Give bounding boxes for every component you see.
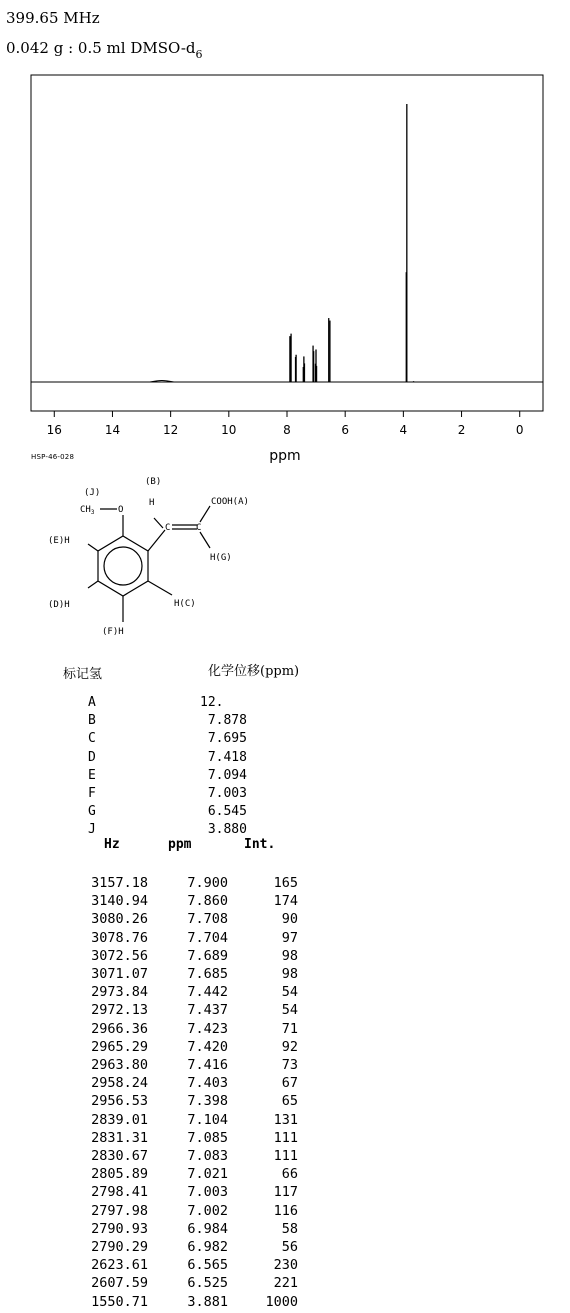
bond-c-cooh: [200, 506, 210, 522]
peak-intensity: 230: [273, 1257, 298, 1274]
peak-intensity: 1000: [265, 1293, 298, 1310]
label-b: (B): [145, 477, 162, 487]
peak-row: [86, 983, 298, 1001]
label-c: H(C): [174, 599, 196, 609]
peak-intensity: 73: [281, 1057, 298, 1074]
peak-ppm: 7.689: [187, 947, 228, 964]
peak-row: [86, 947, 298, 965]
peak-hz: 3072.56: [91, 947, 148, 964]
assignment-label-header: 标记氢: [63, 667, 103, 682]
peak-intensity: 54: [281, 984, 298, 1001]
peak-row: [86, 1111, 298, 1129]
peak-ppm: 7.437: [187, 1002, 228, 1019]
bond-c-hg: [200, 532, 210, 548]
assignment-shift: 6.545: [200, 804, 247, 820]
peak-ppm: 7.860: [187, 893, 228, 910]
peak-table: [86, 874, 298, 1311]
assignment-label: J: [88, 822, 96, 838]
int-header: Int.: [244, 837, 276, 852]
assignment-row: [88, 803, 247, 821]
aromatic-circle: [104, 547, 142, 585]
x-tick-label: 14: [104, 423, 121, 437]
peak-row: [86, 1202, 298, 1220]
peak-hz: 3157.18: [91, 875, 148, 891]
peak-row: [86, 910, 298, 928]
label-ch3: [80, 505, 95, 516]
peak-ppm: 7.403: [187, 1075, 228, 1092]
assignment-label: E: [88, 767, 96, 783]
assignment-row: [88, 694, 247, 712]
hz-header: Hz: [104, 837, 120, 852]
bond-ring-vinyl: [148, 530, 165, 551]
peak-hz: 2798.41: [91, 1184, 148, 1201]
peak-hz: 2966.36: [91, 1020, 148, 1037]
peak-hz: 2963.80: [91, 1057, 148, 1074]
peak-intensity: 116: [273, 1202, 298, 1219]
peak-row: [86, 1165, 298, 1183]
label-j: (J): [84, 488, 101, 498]
peak-intensity: 97: [281, 929, 298, 946]
peak-intensity: 65: [281, 1093, 298, 1110]
peak-hz: 2790.93: [91, 1220, 148, 1237]
peak-row: [86, 892, 298, 910]
assignment-shift: 7.878: [200, 713, 247, 729]
peak-table-header: [104, 837, 275, 852]
peak-ppm: 7.085: [187, 1129, 228, 1146]
peak-hz: 3140.94: [91, 893, 148, 910]
assignment-label: A: [88, 695, 96, 710]
peak-intensity: 58: [281, 1220, 298, 1237]
peak-intensity: 71: [281, 1020, 298, 1037]
peak-intensity: 117: [273, 1184, 298, 1201]
benzene-ring: [98, 536, 148, 596]
peak-hz: 3078.76: [91, 929, 148, 946]
peak-row: [86, 929, 298, 947]
label-oxygen: O: [118, 505, 124, 515]
assignment-shift-header: 化学位移(ppm): [208, 664, 300, 679]
label-d: (D)H: [48, 600, 70, 610]
label-e: (E)H: [48, 536, 70, 546]
x-tick-label: 6: [341, 423, 350, 437]
peak-intensity: 54: [281, 1002, 298, 1019]
peak-hz: 2839.01: [91, 1111, 148, 1128]
assignment-shift: 7.418: [200, 749, 247, 765]
x-tick-label: 10: [221, 423, 237, 437]
peak-hz: 2956.53: [91, 1093, 148, 1110]
peak-hz: 2790.29: [91, 1239, 148, 1256]
x-tick-label: 12: [162, 423, 179, 437]
peak-ppm: 6.525: [187, 1275, 228, 1292]
peak-row: [86, 1220, 298, 1238]
assignment-shift: 12.: [200, 695, 224, 710]
peak-intensity: 98: [281, 966, 298, 983]
x-tick-label: 16: [46, 423, 62, 437]
x-tick-label: 0: [515, 423, 524, 437]
assignment-row: [88, 749, 247, 767]
peak-intensity: 67: [281, 1075, 298, 1092]
x-tick-label: 2: [457, 423, 466, 437]
peak-ppm: 7.003: [187, 1184, 228, 1201]
peak-hz: 2805.89: [91, 1166, 148, 1183]
peak-intensity: 56: [281, 1239, 298, 1256]
bond-ring-he: [88, 544, 98, 551]
peak-row: [86, 1129, 298, 1147]
peak-hz: 2958.24: [91, 1075, 148, 1092]
peak-ppm: 7.704: [187, 929, 228, 946]
assignment-label: F: [88, 786, 96, 802]
peak-intensity: 111: [273, 1148, 298, 1165]
peak-ppm: 7.442: [187, 984, 228, 1001]
molecule-structure: [0, 0, 570, 650]
assignment-row: [88, 785, 247, 803]
peak-row: [86, 965, 298, 983]
peak-hz: 2797.98: [91, 1202, 148, 1219]
x-axis-title: ppm: [269, 448, 301, 464]
peak-ppm: 7.104: [187, 1111, 228, 1128]
assignment-label: C: [88, 731, 96, 747]
sample-subscript: 6: [195, 48, 203, 61]
peak-intensity: 165: [273, 875, 298, 891]
assignment-label: D: [88, 749, 96, 765]
peak-ppm: 7.021: [187, 1166, 228, 1183]
peak-hz: 2607.59: [91, 1275, 148, 1292]
peak-hz: 2965.29: [91, 1038, 148, 1055]
label-h-b: H: [149, 498, 155, 508]
peak-ppm: 7.398: [187, 1093, 228, 1110]
assignment-label: B: [88, 713, 96, 729]
spectrometer-frequency: 399.65 MHz: [6, 9, 100, 27]
peak-row: [86, 1074, 298, 1092]
peak-hz: 2973.84: [91, 984, 148, 1001]
x-tick-label: 4: [399, 423, 408, 437]
assignment-shift: 3.880: [200, 822, 247, 838]
assignment-row: [88, 730, 247, 748]
assignment-row: [88, 712, 247, 730]
assignment-shift: 7.003: [200, 786, 247, 802]
peak-intensity: 131: [273, 1111, 298, 1128]
peak-row: [86, 1092, 298, 1110]
peak-hz: 2623.61: [91, 1257, 148, 1274]
peak-ppm: 6.984: [187, 1220, 228, 1237]
peak-row: [86, 1001, 298, 1019]
peak-ppm: 7.685: [187, 966, 228, 983]
sample-text: 0.042 g : 0.5 ml DMSO-d: [6, 39, 196, 57]
bond-ring-hc: [148, 581, 172, 595]
peak-hz: 3080.26: [91, 911, 148, 928]
peak-row: [86, 1147, 298, 1165]
peak-ppm: 7.423: [187, 1020, 228, 1037]
methyl-subscript: 3: [90, 509, 95, 516]
peak-row: [86, 874, 298, 892]
peak-ppm: 7.900: [187, 875, 228, 891]
peak-ppm: 3.881: [187, 1293, 228, 1310]
bond-ring-hd: [88, 581, 98, 588]
peak-intensity: 111: [273, 1129, 298, 1146]
peak-row: [86, 1274, 298, 1292]
peak-row: [86, 1238, 298, 1256]
peak-ppm: 7.420: [187, 1038, 228, 1055]
peak-row: [86, 1256, 298, 1274]
assignment-shift: 7.094: [200, 767, 247, 783]
x-tick-label: 8: [283, 423, 291, 437]
label-f: (F)H: [102, 627, 124, 637]
assignment-label: G: [88, 804, 96, 820]
peak-intensity: 90: [281, 911, 298, 928]
peak-row: [86, 1183, 298, 1201]
bond-h-b: [154, 518, 163, 528]
peak-row: [86, 1020, 298, 1038]
peak-intensity: 221: [273, 1275, 298, 1292]
peak-ppm: 7.416: [187, 1057, 228, 1074]
spectrum-code: HSP-46-028: [31, 453, 75, 461]
peak-intensity: 66: [281, 1166, 298, 1183]
peak-row: [86, 1056, 298, 1074]
ppm-header: ppm: [168, 837, 192, 852]
peak-ppm: 6.565: [187, 1257, 228, 1274]
peak-hz: 2831.31: [91, 1129, 148, 1146]
peak-ppm: 7.708: [187, 911, 228, 928]
label-c-beta: C: [196, 523, 202, 533]
peak-intensity: 92: [281, 1038, 298, 1055]
peak-row: [86, 1293, 298, 1311]
label-cooh: COOH(A): [211, 497, 249, 507]
peak-ppm: 7.002: [187, 1202, 228, 1219]
peak-hz: 2830.67: [91, 1148, 148, 1165]
peak-intensity: 174: [273, 893, 298, 910]
peak-row: [86, 1038, 298, 1056]
peak-hz: 2972.13: [91, 1002, 148, 1019]
label-c-alpha: C: [165, 523, 171, 533]
peak-hz: 1550.71: [91, 1293, 148, 1310]
assignment-table: [88, 694, 247, 840]
methyl-text: CH: [80, 505, 91, 515]
assignment-shift: 7.695: [200, 731, 247, 747]
peak-intensity: 98: [281, 947, 298, 964]
peak-ppm: 7.083: [187, 1148, 228, 1165]
peak-hz: 3071.07: [91, 966, 148, 983]
label-g: H(G): [210, 553, 232, 563]
peak-ppm: 6.982: [187, 1239, 228, 1256]
assignment-row: [88, 767, 247, 785]
